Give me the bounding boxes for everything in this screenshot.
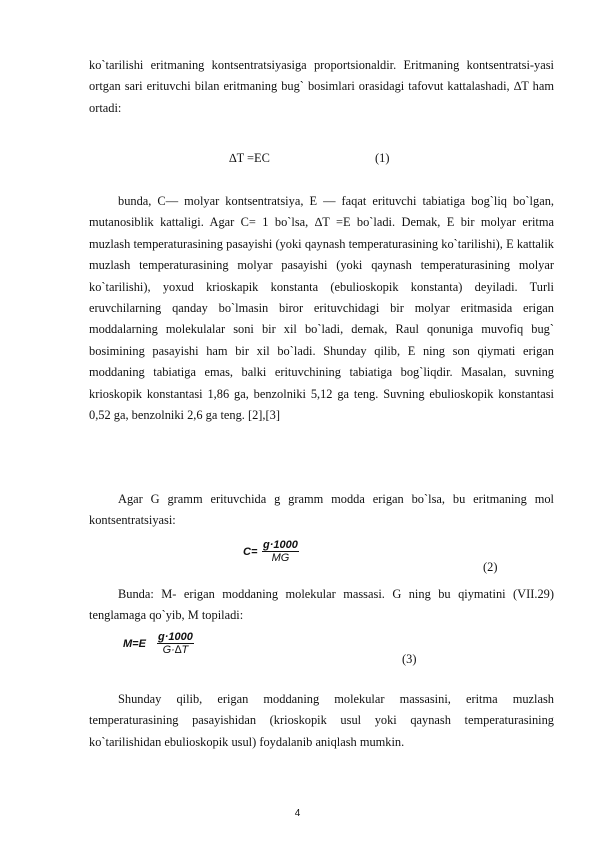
page-number: 4 — [294, 808, 301, 819]
paragraph-1: ko`tarilishi eritmaning kontsentratsiyasiga proportsionaldir. Eritmaning kontsentratsi-yasi ortgan sari erituvchi bilan eritmaning bug` bosimlari orasidagi tafovut kattalashadi, ∆T ham ortadi: — [89, 58, 554, 115]
paragraph-2: bunda, C— molyar kontsentratsiya, E — faqat erituvchi tabiatiga bog`liq bo`lgan, mutanosiblik kattaligi. Agar C= 1 bo`lsa, ∆T =E bo`ladi. Demak, E bir molyar eritma muzlash temperaturasining pasayishi (yoki qaynash temperaturasining ko`tarilishi), E kattalik muzlash temperaturasining molyar pasayishi (yoki qaynash temperaturasining molyar ko`tarilishi), yoxud krioskapik konstanta (ebulioskopik konstanta) deyiladi. Turli eruvchilarning qanday bo`lmasin biror erituvchidagi bir molyar eritmasida erigan moddalarning molekulalar soni bir xil bo`ladi, demak, Raul qonuniga muvofiq bug` bosimining pasayishi ham bir xil bo`ladi. Shunday qilib, E ning son qiymati erigan moddaning tabiatiga emas, balki erituvchining tabiatiga bog`liqdir. Masalan, suvning krioskopik konstantasi 1,86 ga, benzolniki 5,12 ga teng. Suvning ebulioskopik konstantasi 0,52 ga, benzolniki 2,6 ga teng. [2],[3] — [89, 194, 554, 423]
equation-3-denominator: G·∆T — [157, 643, 194, 656]
paragraph-3: Agar G gramm erituvchida g gramm modda erigan bo`lsa, bu eritmaning mol kontsentratsiyasi: — [89, 492, 554, 528]
equation-2-denominator: MG — [262, 551, 299, 564]
equation-3-number: (3) — [402, 652, 417, 666]
equation-2-number: (2) — [483, 560, 498, 574]
equation-3-fraction — [157, 631, 194, 656]
equation-3-numerator: g·1000 — [158, 631, 193, 643]
equation-2-numerator: g·1000 — [263, 539, 298, 551]
equation-2-lhs: C= — [243, 546, 258, 558]
paragraph-5: Shunday qilib, erigan moddaning molekular massasini, eritma muzlash temperaturasining pasayishidan (krioskopik usul yoki qaynash temperaturasining ko`tarilishidan ebulioskopik usul) foydalanib aniqlash mumkin. — [89, 692, 554, 749]
equation-1-number: (1) — [375, 151, 390, 165]
paragraph-4: Bunda: M- erigan moddaning molekular massasi. G ning bu qiymatini (VII.29) tenglamaga qo`yib, M topiladi: — [89, 587, 554, 623]
equation-3-lhs: M=E — [123, 638, 146, 650]
equation-2-fraction — [262, 539, 299, 564]
equation-1: ∆T =EC — [229, 151, 270, 165]
